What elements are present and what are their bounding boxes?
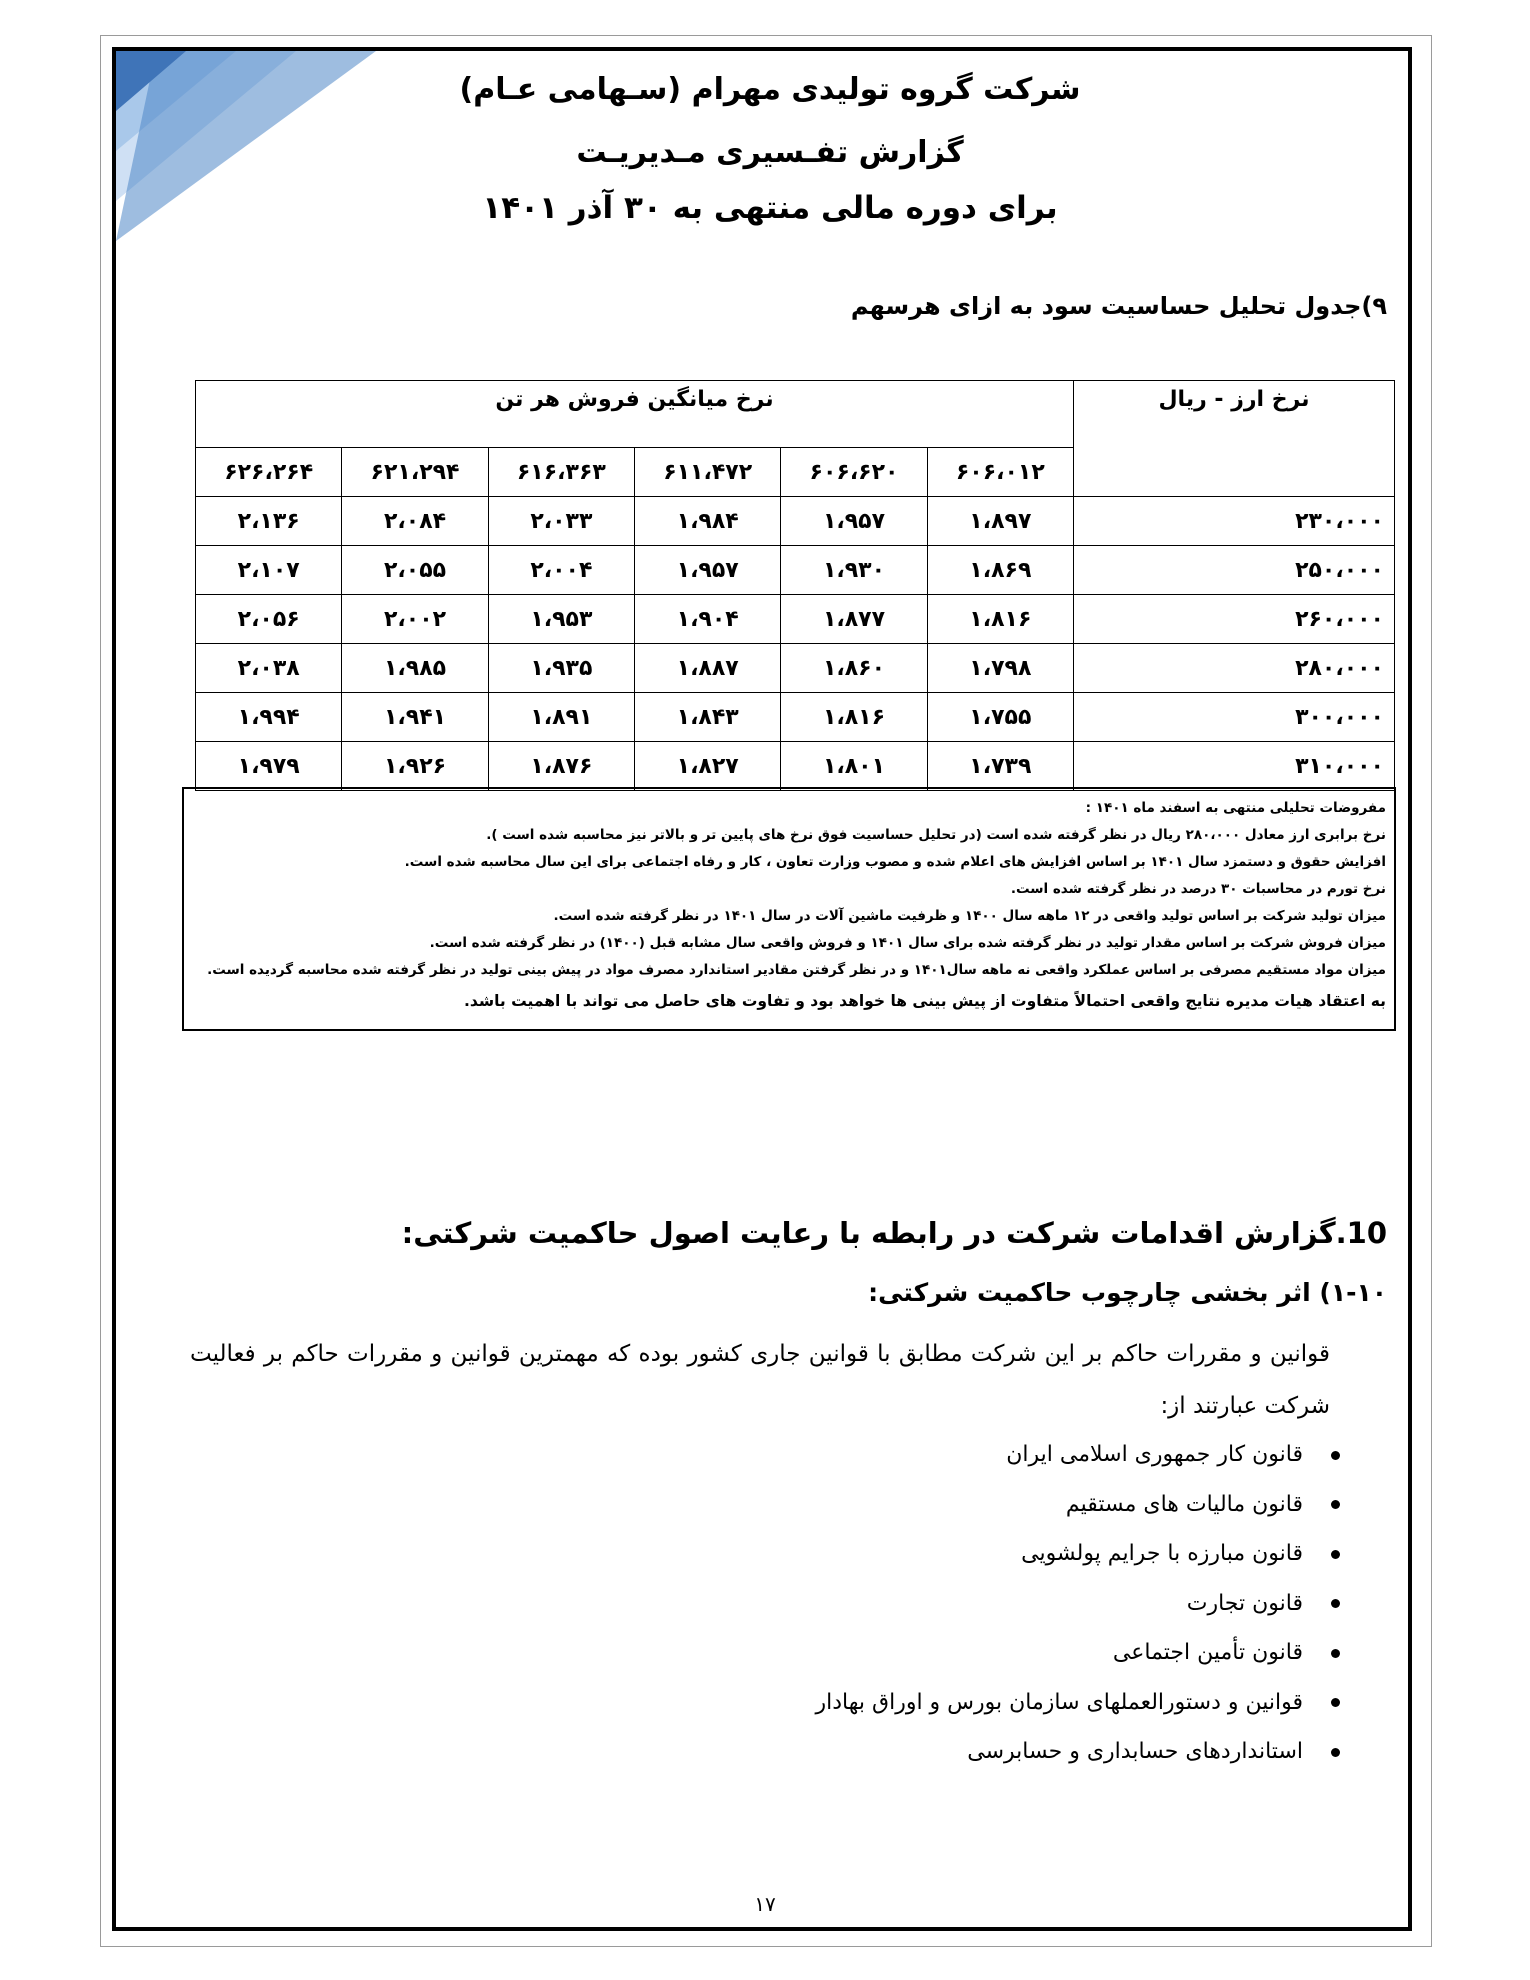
table-cell: ۲،۰۳۳ <box>488 497 634 546</box>
row-label: ۳۰۰،۰۰۰ <box>1074 693 1395 742</box>
laws-list <box>816 1430 1340 1777</box>
bullet-icon <box>1331 1748 1340 1757</box>
assumption-line: نرخ تورم در محاسبات ۳۰ درصد در نظر گرفته شده است. <box>1010 881 1386 897</box>
list-item <box>816 1678 1340 1728</box>
table-cell: ۱،۹۳۰ <box>781 546 927 595</box>
list-item <box>816 1579 1340 1629</box>
table-cell: ۱،۹۵۷ <box>781 497 927 546</box>
column-header: ۶۲۱،۲۹۴ <box>342 448 488 497</box>
table-cell: ۲،۰۰۴ <box>488 546 634 595</box>
table-cell: ۲،۱۳۶ <box>196 497 342 546</box>
list-item <box>816 1727 1340 1777</box>
section-10-1-heading: ۱-۱۰) اثر بخشی چارچوب حاکمیت شرکتی: <box>868 1278 1387 1307</box>
table-cell: ۱،۹۸۵ <box>342 644 488 693</box>
table-cell: ۱،۹۸۴ <box>635 497 781 546</box>
governance-paragraph: قوانین و مقررات حاکم بر این شرکت مطابق با قوانین جاری کشور بوده که مهمترین قوانین و مقررات حاکم بر فعالیت شرکت عبارتند از: <box>190 1341 1330 1419</box>
table-cell: ۱،۹۷۹ <box>196 742 342 791</box>
table-cell: ۱،۸۱۶ <box>927 595 1073 644</box>
law-label: قانون تأمین اجتماعی <box>1112 1640 1303 1665</box>
table-cell: ۱،۹۹۴ <box>196 693 342 742</box>
law-label: قانون کار جمهوری اسلامی ایران <box>1006 1442 1303 1467</box>
column-header: ۶۱۱،۴۷۲ <box>635 448 781 497</box>
table-cell: ۱،۸۸۷ <box>635 644 781 693</box>
assumption-line: افزایش حقوق و دستمزد سال ۱۴۰۱ بر اساس افزایش های اعلام شده و مصوب وزارت تعاون ، کار و رفاه اجتماعی برای این سال محاسبه شده است. <box>404 854 1386 870</box>
board-disclaimer: به اعتقاد هیات مدیره نتایج واقعی احتمالاً متفاوت از پیش بینی ها خواهد بود و تفاوت های حاصل می تواند با اهمیت باشد. <box>464 992 1386 1010</box>
bullet-icon <box>1331 1599 1340 1608</box>
section-9-heading: ۹)جدول تحلیل حساسیت سود به ازای هرسهم <box>850 292 1387 320</box>
table-cell: ۱،۹۲۶ <box>342 742 488 791</box>
table-row <box>196 497 1395 546</box>
sensitivity-table <box>195 380 1395 791</box>
bullet-icon <box>1331 1698 1340 1707</box>
column-header: ۶۱۶،۳۶۳ <box>488 448 634 497</box>
assumption-line: میزان مواد مستقیم مصرفی بر اساس عملکرد واقعی نه ماهه سال۱۴۰۱ و در نظر گرفتن مقادیر استاندارد مصرف مواد در پیش بینی تولید در نظر گرفته شده محاسبه گردیده است. <box>207 962 1386 978</box>
table-cell: ۱،۷۳۹ <box>927 742 1073 791</box>
row-label: ۲۸۰،۰۰۰ <box>1074 644 1395 693</box>
assumption-line: مفروضات تحلیلی منتهی به اسفند ماه ۱۴۰۱ : <box>1085 800 1386 816</box>
table-cell: ۱،۸۹۱ <box>488 693 634 742</box>
table-cell: ۱،۸۶۹ <box>927 546 1073 595</box>
table-cell: ۱،۷۹۸ <box>927 644 1073 693</box>
company-title: شرکت گروه تولیدی مهرام (سـهامی عـام) <box>459 72 1081 107</box>
law-label: استانداردهای حسابداری و حسابرسی <box>967 1739 1303 1764</box>
list-item <box>816 1480 1340 1530</box>
report-title: گزارش تفـسیری مـدیریـت <box>576 135 964 170</box>
column-group-label: نرخ میانگین فروش هر تن <box>196 381 1074 448</box>
table-cell: ۱،۸۱۶ <box>781 693 927 742</box>
law-label: قانون مالیات های مستقیم <box>1065 1491 1303 1517</box>
section-10-heading: 10.گزارش اقدامات شرکت در رابطه با رعایت اصول حاکمیت شرکتی: <box>401 1216 1387 1250</box>
bullet-icon <box>1331 1500 1340 1509</box>
table-cell: ۱،۸۴۳ <box>635 693 781 742</box>
period-title: برای دوره مالی منتهی به ۳۰ آذر ۱۴۰۱ <box>482 190 1058 226</box>
table-row <box>196 595 1395 644</box>
page-number: ۱۷ <box>754 1892 776 1916</box>
column-header: ۶۰۶،۶۲۰ <box>781 448 927 497</box>
table-cell: ۱،۹۵۷ <box>635 546 781 595</box>
table-row <box>196 693 1395 742</box>
list-item <box>816 1430 1340 1480</box>
table-row <box>196 742 1395 791</box>
table-cell: ۱،۸۷۶ <box>488 742 634 791</box>
table-cell: ۲،۱۰۷ <box>196 546 342 595</box>
list-item <box>816 1628 1340 1678</box>
table-cell: ۱،۸۶۰ <box>781 644 927 693</box>
table-cell: ۲،۰۰۲ <box>342 595 488 644</box>
table-cell: ۱،۸۲۷ <box>635 742 781 791</box>
table-cell: ۱،۹۰۴ <box>635 595 781 644</box>
column-header: ۶۲۶،۲۶۴ <box>196 448 342 497</box>
table-cell: ۱،۸۹۷ <box>927 497 1073 546</box>
column-header: ۶۰۶،۰۱۲ <box>927 448 1073 497</box>
table-cell: ۲،۰۳۸ <box>196 644 342 693</box>
table-row <box>196 644 1395 693</box>
row-label: ۲۳۰،۰۰۰ <box>1074 497 1395 546</box>
bullet-icon <box>1331 1550 1340 1559</box>
table-row <box>196 546 1395 595</box>
table-cell: ۲،۰۸۴ <box>342 497 488 546</box>
row-header-label: نرخ ارز - ریال <box>1074 381 1395 497</box>
assumption-line: میزان فروش شرکت بر اساس مقدار تولید در نظر گرفته شده برای سال ۱۴۰۱ و فروش واقعی سال مشابه قبل (۱۴۰۰) در نظر گرفته شده است. <box>429 935 1386 951</box>
law-label: قوانین و دستورالعملهای سازمان بورس و اوراق بهادار <box>815 1689 1303 1715</box>
table-cell: ۱،۹۴۱ <box>342 693 488 742</box>
assumption-line: نرخ برابری ارز معادل ۲۸۰،۰۰۰ ریال در نظر گرفته شده است (در تحلیل حساسیت فوق نرخ های پایین تر و بالاتر نیز محاسبه شده است ). <box>486 827 1386 843</box>
table-cell: ۱،۸۰۱ <box>781 742 927 791</box>
law-label: قانون تجارت <box>1186 1590 1303 1616</box>
assumption-line: میزان تولید شرکت بر اساس تولید واقعی در ۱۲ ماهه سال ۱۴۰۰ و ظرفیت ماشین آلات در سال ۱۴۰۱ در نظر گرفته شده است. <box>553 908 1386 924</box>
bullet-icon <box>1331 1451 1340 1460</box>
row-label: ۲۵۰،۰۰۰ <box>1074 546 1395 595</box>
table-cell: ۱،۸۷۷ <box>781 595 927 644</box>
table-cell: ۲،۰۵۵ <box>342 546 488 595</box>
assumptions-box <box>182 787 1396 1031</box>
table-cell: ۲،۰۵۶ <box>196 595 342 644</box>
law-label: قانون مبارزه با جرایم پولشویی <box>1021 1541 1303 1566</box>
table-cell: ۱،۷۵۵ <box>927 693 1073 742</box>
row-label: ۲۶۰،۰۰۰ <box>1074 595 1395 644</box>
list-item <box>816 1529 1340 1579</box>
bullet-icon <box>1331 1649 1340 1658</box>
row-label: ۳۱۰،۰۰۰ <box>1074 742 1395 791</box>
table-cell: ۱،۹۳۵ <box>488 644 634 693</box>
table-cell: ۱،۹۵۳ <box>488 595 634 644</box>
